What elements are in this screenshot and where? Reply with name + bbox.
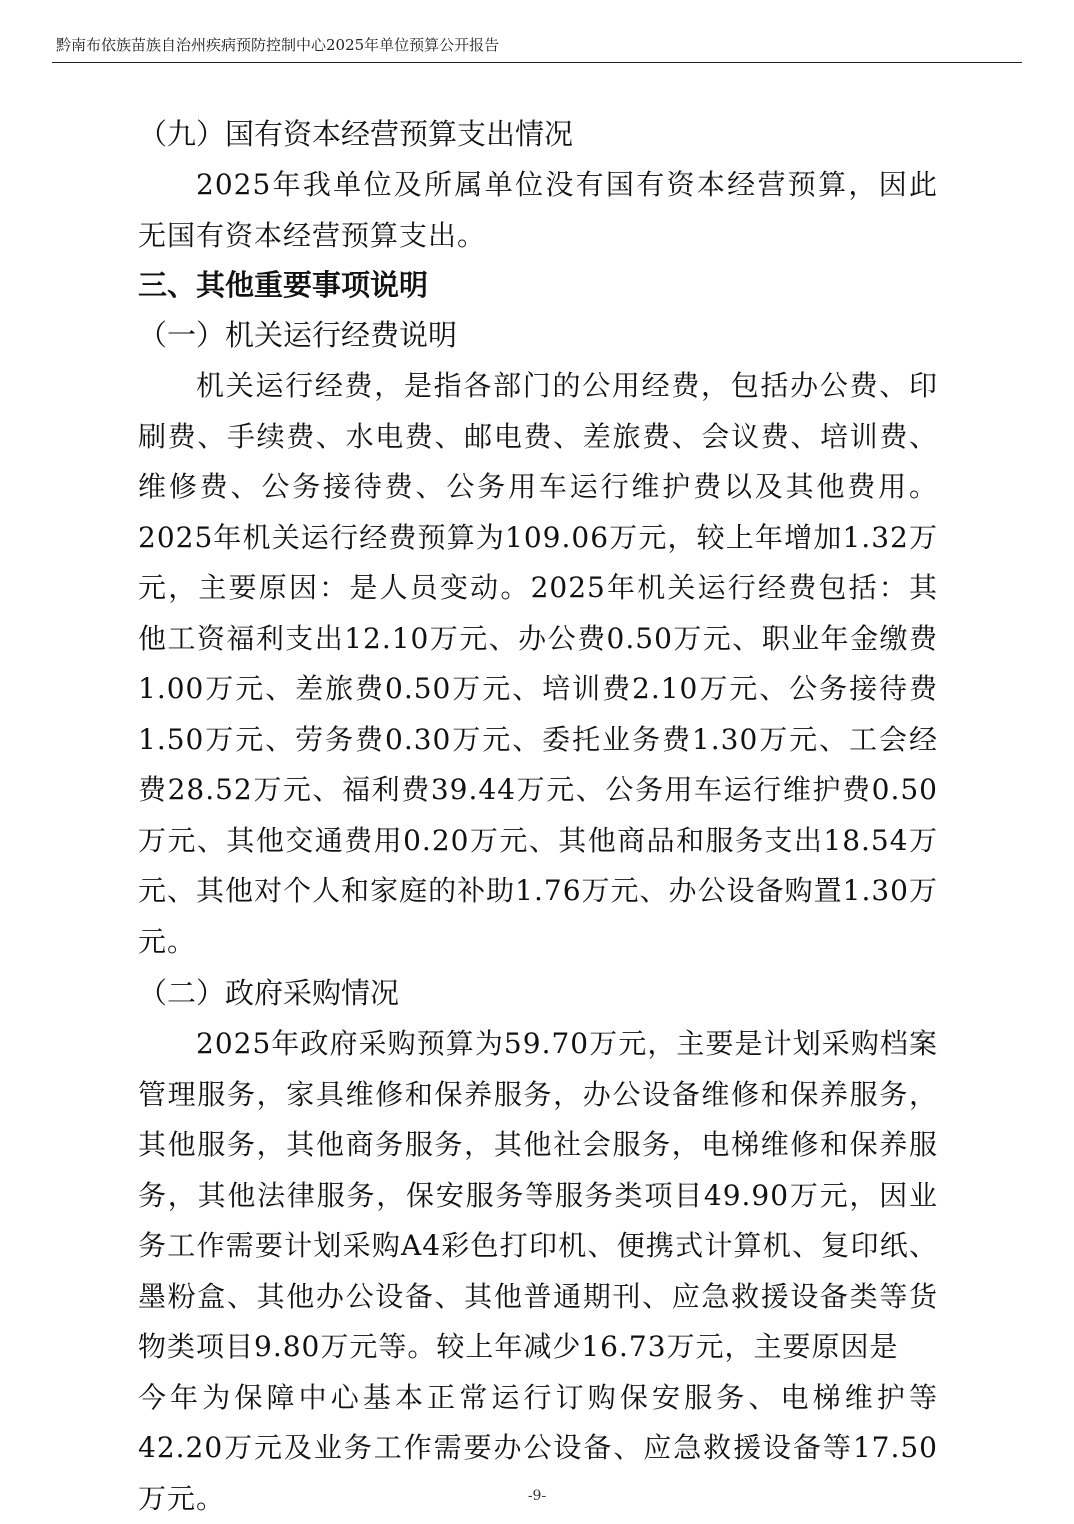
document-body bbox=[138, 108, 938, 1524]
paragraph-state-capital-expenditure: 2025年我单位及所属单位没有国有资本经营预算，因此无国有资本经营预算支出。 bbox=[138, 160, 938, 261]
section-heading-other-matters: 三、其他重要事项说明 bbox=[138, 261, 938, 309]
header-divider bbox=[52, 62, 1022, 63]
page-header-title: 黔南布依族苗族自治州疾病预防控制中心2025年单位预算公开报告 bbox=[56, 34, 499, 55]
paragraph-government-procurement-continued: 今年为保障中心基本正常运行订购保安服务、电梯维护等42.20万元及业务工作需要办公设备、应急救援设备等17.50万元。 bbox=[138, 1373, 938, 1524]
page-number: -9- bbox=[0, 1488, 1074, 1504]
paragraph-operating-expenses: 机关运行经费，是指各部门的公用经费，包括办公费、印刷费、手续费、水电费、邮电费、差旅费、会议费、培训费、维修费、公务接待费、公务用车运行维护费以及其他费用。2025年机关运行经费预算为109.06万元，较上年增加1.32万元，主要原因：是人员变动。2025年机关运行经费包括：其他工资福利支出12.10万元、办公费0.50万元、职业年金缴费1.00万元、差旅费0.50万元、培训费2.10万元、公务接待费1.50万元、劳务费0.30万元、委托业务费1.30万元、工会经费28.52万元、福利费39.44万元、公务用车运行维护费0.50万元、其他交通费用0.20万元、其他商品和服务支出18.54万元、其他对个人和家庭的补助1.76万元、办公设备购置1.30万元。 bbox=[138, 361, 938, 967]
section-heading-government-procurement: （二）政府采购情况 bbox=[138, 967, 938, 1019]
section-heading-state-capital-expenditure: （九）国有资本经营预算支出情况 bbox=[138, 108, 938, 160]
section-heading-operating-expenses: （一）机关运行经费说明 bbox=[138, 309, 938, 361]
paragraph-government-procurement: 2025年政府采购预算为59.70万元，主要是计划采购档案管理服务，家具维修和保养服务，办公设备维修和保养服务，其他服务，其他商务服务，其他社会服务，电梯维修和保养服务，其他法律服务，保安服务等服务类项目49.90万元，因业务工作需要计划采购A4彩色打印机、便携式计算机、复印纸、墨粉盒、其他办公设备、其他普通期刊、应急救援设备类等货物类项目9.80万元等。较上年减少16.73万元，主要原因是 bbox=[138, 1019, 938, 1373]
